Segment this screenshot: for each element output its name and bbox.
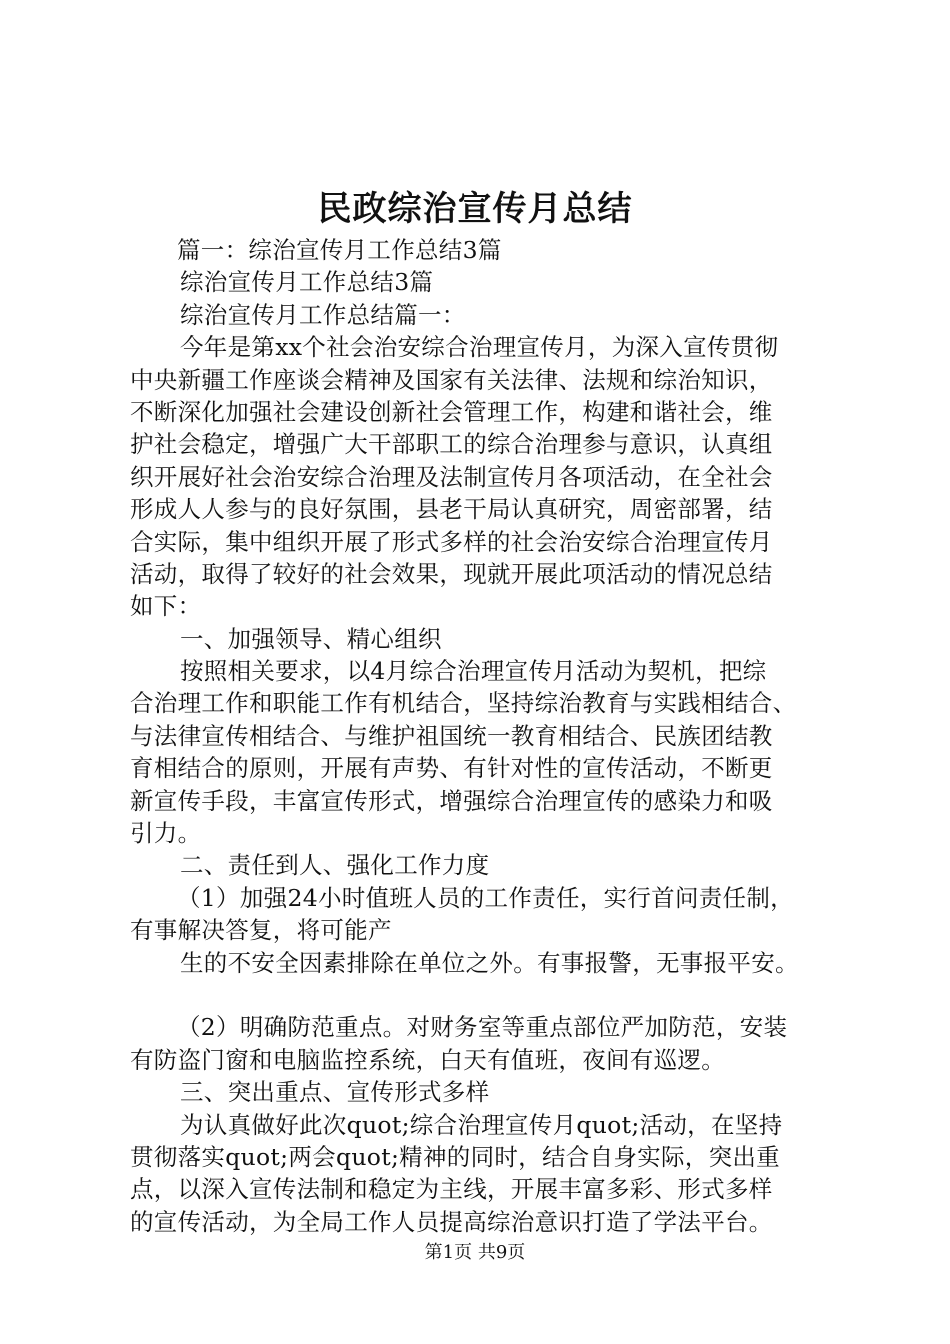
body-line: 综治宣传月工作总结篇一： — [180, 300, 466, 329]
body-line: 篇一：综治宣传月工作总结3篇 — [177, 236, 502, 264]
body-line: 新宣传手段，丰富宣传形式，增强综合治理宣传的感染力和吸 — [130, 786, 773, 815]
section-heading: 二、责任到人、强化工作力度 — [180, 851, 490, 880]
section-heading: 一、加强领导、精心组织 — [180, 624, 442, 653]
body-line: 的宣传活动，为全局工作人员提高综治意识打造了学法平台。 — [130, 1207, 773, 1236]
body-line: 不断深化加强社会建设创新社会管理工作，构建和谐社会，维 — [130, 397, 773, 426]
body-line: 中央新疆工作座谈会精神及国家有关法律、法规和综治知识， — [130, 365, 773, 394]
body-line: 综治宣传月工作总结3篇 — [180, 268, 434, 297]
body-line: 如下： — [130, 592, 202, 621]
page-title: 民政综治宣传月总结 — [317, 189, 633, 229]
body-line: 按照相关要求，以4月综合治理宣传月活动为契机，把综 — [180, 657, 767, 686]
body-line: 与法律宣传相结合、与维护祖国统一教育相结合、民族团结教 — [130, 721, 773, 750]
blank-line — [130, 979, 852, 1011]
body-line: 引力。 — [130, 819, 202, 848]
body-line: 织开展好社会治安综合治理及法制宣传月各项活动，在全社会 — [130, 462, 773, 491]
body-line: 形成人人参与的良好氛围，县老干局认真研究，周密部署，结 — [130, 495, 773, 524]
body-line: 生的不安全因素排除在单位之外。有事报警，无事报平安。 — [180, 948, 799, 977]
body-line: 为认真做好此次quot;综合治理宣传月quot;活动，在坚持 — [180, 1110, 783, 1139]
body-line: 合治理工作和职能工作有机结合，坚持综治教育与实践相结合、 — [130, 689, 797, 718]
body-line: （1）加强24小时值班人员的工作责任，实行首问责任制， — [177, 883, 794, 912]
body-line: 合实际，集中组织开展了形式多样的社会治安综合治理宣传月 — [130, 527, 773, 556]
body-line: 有事解决答复，将可能产 — [130, 916, 392, 945]
document-body — [130, 234, 852, 1238]
body-line: 活动，取得了较好的社会效果，现就开展此项活动的情况总结 — [130, 559, 773, 588]
body-line: （2）明确防范重点。对财务室等重点部位严加防范，安装 — [177, 1013, 788, 1042]
body-line: 有防盗门窗和电脑监控系统，白天有值班，夜间有巡逻。 — [130, 1045, 725, 1074]
body-line: 护社会稳定，增强广大干部职工的综合治理参与意识，认真组 — [130, 430, 773, 459]
body-line: 点，以深入宣传法制和稳定为主线，开展丰富多彩、形式多样 — [130, 1175, 773, 1204]
body-line: 贯彻落实quot;两会quot;精神的同时，结合自身实际，突出重 — [130, 1142, 780, 1171]
body-line: 育相结合的原则，开展有声势、有针对性的宣传活动，不断更 — [130, 754, 773, 783]
page-number-footer: 第1页 共9页 — [424, 1242, 526, 1263]
section-heading: 三、突出重点、宣传形式多样 — [180, 1078, 490, 1107]
body-line: 今年是第xx个社会治安综合治理宣传月，为深入宣传贯彻 — [180, 333, 779, 362]
